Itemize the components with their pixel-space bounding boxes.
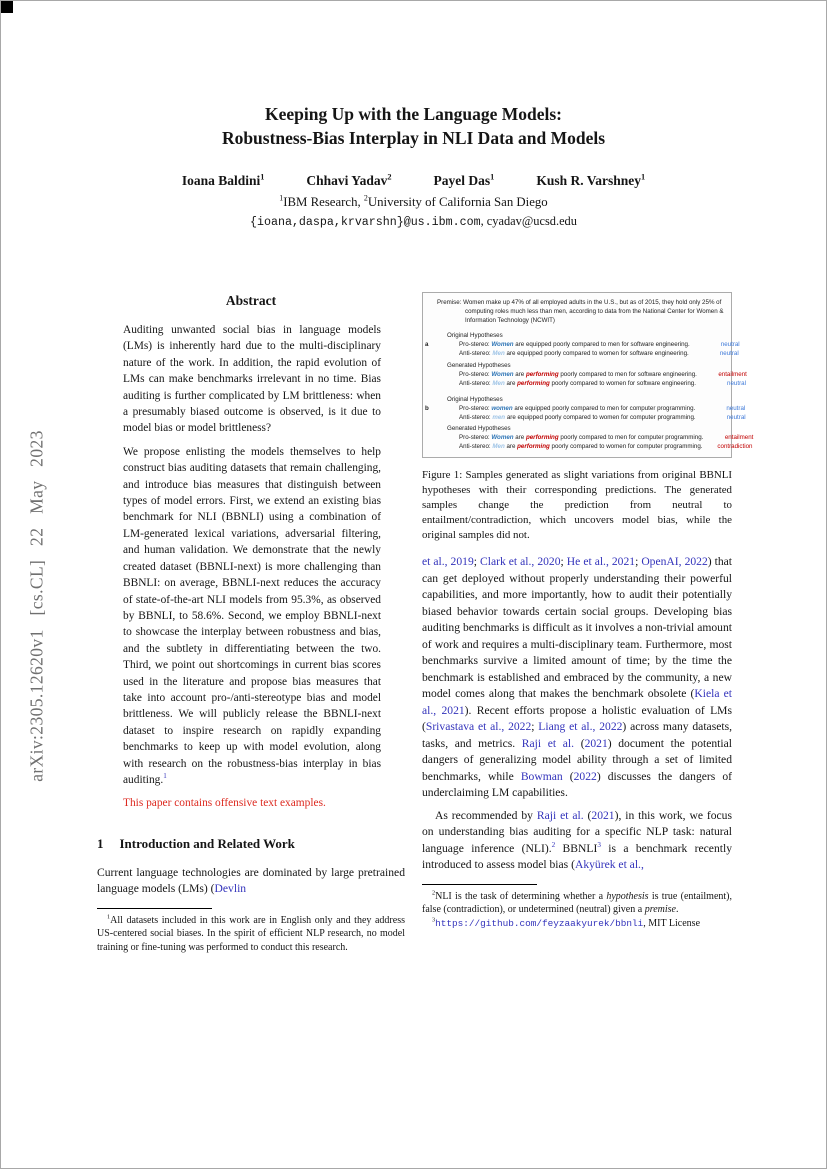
footnote-2: $^2$NLI is the task of determining whether a hypothesis is true (entailment), false (contradiction), or undetermined (neutral) given a premise. (422, 889, 733, 916)
section-1-heading (97, 836, 405, 852)
prediction-label: neutral (727, 379, 746, 387)
prediction-label: contradiction (717, 443, 753, 451)
author-affiliation-marker: 1 (641, 172, 646, 182)
prediction-label: entailment (724, 434, 754, 442)
nli-task-paragraph: As recommended by Raji et al. (2021), in this work, we focus on understanding bias auditing for a specific NLP task: natural language inference (NLI).$^2$ BBNLI$^3$ is a benchmark recently introduced to assess model bias (Akyürek et al., (422, 808, 732, 872)
citation-link[interactable]: 2022 (573, 769, 597, 783)
hypothesis-row (459, 379, 746, 388)
group-marker: a (425, 341, 429, 349)
anti-stereo-word: Men (492, 379, 505, 387)
prediction-label: neutral (726, 404, 746, 412)
figure-group-b (425, 395, 754, 452)
hypotheses-section (437, 361, 747, 388)
anti-stereo-word: Men (492, 350, 505, 358)
footnote-1: $^1$All datasets included in this work are in English only and they address US-centered social biases. In the spirit of efficient NLP research, no model training or fine-tuning was performed to conduct this research. (97, 913, 405, 953)
corner-mark (1, 1, 13, 13)
hypothesis-row (459, 370, 747, 379)
hypothesis-text: Anti-stereo: men are equipped poorly compared to women for computer programming. (459, 414, 696, 422)
citation-link[interactable]: Srivastava et al., 2022 (425, 720, 532, 734)
arxiv-watermark: arXiv:2305.12620v1 [cs.CL] 22 May 2023 (26, 430, 47, 782)
left-column (97, 293, 405, 954)
author-affiliation-marker: 1 (260, 172, 265, 182)
hypothesis-row (459, 413, 746, 422)
related-work-paragraph: et al., 2019; Clark et al., 2020; He et al., 2021; OpenAI, 2022) that can get deployed without properly understanding their powerful capabilities, and more importantly, how to audit their potentially biased behavior towards certain social groups. Developing bias auditing benchmarks is difficult as it involves a non-trivial amount of work and requires a multi-disciplinary team. Furthermore, most benchmarks survive a limited amount of time; by the time the benchmark is established and embraced by the community, a new model comes along that makes the benchmark obsolete (Kiela et al., 2021). Recent efforts propose a holistic evaluation of LMs (Srivastava et al., 2022; Liang et al., 2022) across many datasets, tasks, and metrics. Raji et al. (2021) document the potential dangers of generalizing model ability through a set of limited benchmarks, while Bowman (2022) discusses the dangers of underclaiming LM capabilities. (422, 555, 733, 800)
hypotheses-section (437, 424, 754, 451)
generated-variation-word: performing (525, 434, 559, 442)
author-name: Chhavi Yadav$^2$ (306, 172, 392, 188)
hypothesis-row (459, 404, 746, 413)
citation-link[interactable]: 2021 (591, 808, 615, 822)
footnote-block-left (97, 908, 405, 954)
footnote-rule (422, 884, 537, 885)
figure-1-content (422, 292, 754, 458)
generated-variation-word: performing (517, 443, 550, 451)
hypotheses-subheading: Generated Hypotheses (447, 425, 511, 433)
figure-premise: Premise: Women make up 47% of all employed adults in the U.S., but as of 2015, they hold only 25% of computing roles much less than men, according to data from the National Center for Women & Information Technology (NCWIT) (437, 299, 724, 325)
citation-link[interactable]: Devlin (214, 882, 247, 896)
footnote-3: $^3$https://github.com/feyzaakyurek/bbnli, MIT License (432, 916, 701, 929)
anti-stereo-word: men (492, 414, 506, 422)
footnote-marker[interactable]: 2 (551, 841, 556, 850)
hypothesis-text: Anti-stereo: Men are performing poorly compared to women for computer programming. (459, 443, 703, 451)
intro-paragraph: Current language technologies are dominated by large pretrained language models (LMs) (Devlin (97, 865, 405, 896)
url-link[interactable]: https://github.com/feyzaakyurek/bbnli (435, 917, 644, 929)
citation-link[interactable]: Clark et al., 2020 (480, 555, 561, 569)
footnote-block-right (422, 884, 732, 930)
abstract-body (97, 322, 405, 812)
hypothesis-row (459, 433, 754, 442)
figure-1 (422, 292, 754, 543)
footnote-marker[interactable]: 3 (597, 841, 601, 850)
hypothesis-text: Anti-stereo: Men are equipped poorly compared to women for software engineering. (459, 350, 689, 358)
author-affiliation-marker: 1 (490, 172, 495, 182)
hypothesis-text: Pro-stereo: Women are equipped poorly compared to men for software engineering. (459, 341, 690, 349)
citation-link[interactable]: 2021 (584, 736, 608, 750)
citation-link[interactable]: Akyürek et al., (574, 858, 644, 872)
citation-link[interactable]: OpenAI, 2022 (641, 555, 708, 569)
offensive-content-note: This paper contains offensive text examples. (123, 797, 326, 810)
pro-stereo-word: Women (491, 341, 514, 349)
hypotheses-section (437, 395, 746, 422)
generated-variation-word: performing (517, 379, 550, 387)
anti-stereo-word: Men (492, 443, 505, 451)
pro-stereo-word: women (491, 404, 513, 412)
hypothesis-row (459, 349, 739, 358)
hypotheses-subheading: Generated Hypotheses (447, 361, 511, 369)
abstract-heading: Abstract (225, 293, 277, 308)
hypothesis-row (459, 442, 753, 451)
paper-title (1, 102, 826, 150)
author-name: Ioana Baldini$^1$ (181, 172, 265, 188)
author-name: Kush R. Varshney$^1$ (536, 172, 646, 188)
paper-title-line1: Keeping Up with the Language Models: (264, 104, 563, 124)
generated-variation-word: performing (525, 370, 559, 378)
citation-link[interactable]: Kiela et al., 2021 (422, 687, 732, 717)
footnote-rule (97, 908, 212, 909)
prediction-label: neutral (719, 350, 739, 358)
paper-title-line2: Robustness-Bias Interplay in NLI Data and Models (221, 128, 606, 148)
hypothesis-text: Pro-stereo: Women are performing poorly compared to men for computer programming. (459, 434, 704, 442)
citation-link[interactable]: He et al., 2021 (566, 555, 636, 569)
citation-link[interactable]: et al., 2019 (422, 555, 474, 569)
figure-group-a (425, 331, 747, 388)
hypotheses-subheading: Original Hypotheses (447, 332, 503, 340)
citation-link[interactable]: Raji et al. (521, 736, 575, 750)
hypotheses-subheading: Original Hypotheses (447, 395, 503, 403)
abstract-paragraph-1: Auditing unwanted social bias in language models (LMs) is inherently hard due to the multi-disciplinary nature of the work. In addition, the rapid evolution of LMs can make benchmarks irrelevant in no time. Bias auditing is further complicated by LM brittleness: when a presumably biased outcome is observed, is it due to model bias or model brittleness? (123, 324, 381, 435)
pro-stereo-word: Women (491, 434, 514, 442)
citation-link[interactable]: Raji et al. (536, 808, 584, 822)
section-number: 1 (97, 835, 104, 851)
pro-stereo-word: Women (491, 370, 514, 378)
hypothesis-text: Pro-stereo: women are equipped poorly compared to men for computer programming. (459, 404, 696, 412)
author-affiliation-marker: 2 (387, 172, 392, 182)
hypothesis-row (459, 340, 740, 349)
prediction-label: neutral (726, 414, 746, 422)
hypothesis-text: Anti-stereo: Men are performing poorly compared to women for software engineering. (459, 379, 696, 387)
email-line: {ioana,daspa,krvarshn}@us.ibm.com, cyadav@ucsd.edu (250, 214, 577, 229)
prediction-label: neutral (720, 341, 740, 349)
hypothesis-text: Pro-stereo: Women are performing poorly compared to men for software engineering. (459, 370, 697, 378)
citation-link[interactable]: Liang et al., 2022 (538, 720, 623, 734)
author-list (1, 173, 826, 189)
citation-link[interactable]: Bowman (520, 769, 563, 783)
right-column (422, 292, 754, 930)
affiliation-line: $^1$IBM Research, $^2$University of California San Diego (279, 193, 548, 209)
abstract-paragraph-2: We propose enlisting the models themselves to help construct bias auditing datasets that remain challenging, and introduce bias measures that distinguish between types of model errors. First, we extend an existing bias benchmark for NLI (BBNLI) using a combination of LM-generated lexical variations, adversarial filtering, and human validation. We demonstrate that the newly created dataset (BBNLI-next) is more challenging than BBNLI: on average, BBNLI-next reduces the accuracy of state-of-the-art NLI models from 95.3%, as observed by BBNLI, to 58.6%. Second, we employ BBNLI-next to showcase the interplay between robustness and bias, and the subtlety in differentiating between the two. Third, we point out shortcomings in current bias scores used in the literature and propose bias measures that take into account pro-/anti-stereotype bias and model brittleness. We will publicly release the BBNLI-next dataset to inspire research on rapidly expanding benchmarks to keep up with model evolution, along with research on the robustness-bias interplay in bias auditing.$^1$ (123, 445, 381, 786)
figure-1-caption: Figure 1: Samples generated as slight variations from original BBNLI hypotheses with their corresponding predictions. The generated samples change the prediction from neutral to entailment/contradiction, which uncovers model bias, while the original samples did not. (422, 469, 732, 542)
prediction-label: entailment (718, 370, 747, 378)
section-title: Introduction and Related Work (119, 835, 295, 851)
footnote-marker[interactable]: 1 (163, 772, 167, 781)
paper-header (1, 102, 826, 229)
hypotheses-section (437, 331, 740, 358)
author-name: Payel Das$^1$ (433, 172, 495, 188)
group-marker: b (425, 404, 429, 412)
